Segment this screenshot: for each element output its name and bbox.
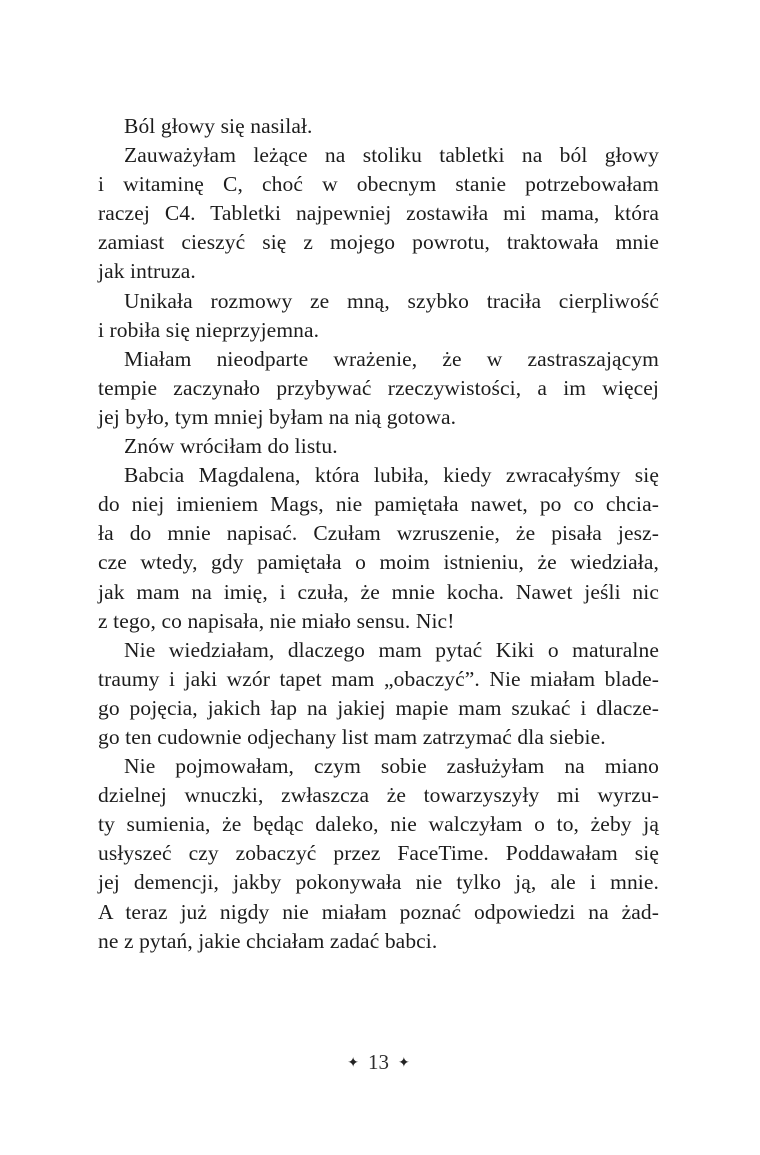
- paragraph: [98, 432, 659, 461]
- paragraph: [98, 112, 659, 141]
- text-line: jej było, tym mniej byłam na nią gotowa.: [98, 404, 457, 429]
- text-line: i witaminę C, choć w obecnym stanie potrzebowałam: [98, 172, 659, 197]
- text-line: raczej C4. Tabletki najpewniej zostawiła mi mama, która: [98, 201, 659, 226]
- text-line: traumy i jaki wzór tapet mam „obaczyć”. Nie miałam blade-: [98, 666, 659, 691]
- text-line: Znów wróciłam do listu.: [124, 434, 338, 459]
- text-line: go pojęcia, jakich łap na jakiej mapie mam szukać i dlacze-: [98, 695, 659, 720]
- paragraph: [98, 345, 659, 432]
- text-line: tempie zaczynało przybywać rzeczywistości, a im więcej: [98, 375, 659, 400]
- text-line: Babcia Magdalena, która lubiła, kiedy zwracałyśmy się: [124, 463, 659, 488]
- text-line: cze wtedy, gdy pamiętała o moim istnieniu, że wiedziała,: [98, 550, 659, 575]
- text-line: jak mam na imię, i czuła, że mnie kocha. Nawet jeśli nic: [98, 579, 659, 604]
- text-line: usłyszeć czy zobaczyć przez FaceTime. Poddawałam się: [98, 841, 659, 866]
- text-line: go ten cudownie odjechany list mam zatrzymać dla siebie.: [98, 724, 606, 749]
- page-footer: [98, 1048, 659, 1078]
- text-line: jak intruza.: [98, 259, 196, 284]
- text-line: dzielnej wnuczki, zwłaszcza że towarzyszyły mi wyrzu-: [98, 783, 659, 808]
- text-line: Unikała rozmowy ze mną, szybko traciła cierpliwość: [124, 288, 659, 313]
- text-line: Miałam nieodparte wrażenie, że w zastraszającym: [124, 346, 659, 371]
- text-line: do niej imieniem Mags, nie pamiętała nawet, po co chcia-: [98, 492, 659, 517]
- text-line: Zauważyłam leżące na stoliku tabletki na ból głowy: [124, 143, 659, 168]
- text-line: ty sumienia, że będąc daleko, nie walczyłam o to, żeby ją: [98, 812, 659, 837]
- paragraph: [98, 461, 659, 636]
- body-text-block: [98, 112, 659, 956]
- page-number: 13: [368, 1050, 389, 1074]
- text-line: Ból głowy się nasilał.: [124, 114, 313, 138]
- text-line: Nie pojmowałam, czym sobie zasłużyłam na miano: [124, 754, 659, 779]
- text-line: A teraz już nigdy nie miałam poznać odpowiedzi na żad-: [98, 899, 659, 924]
- text-line: i robiła się nieprzyjemna.: [98, 317, 320, 342]
- paragraph: [98, 752, 659, 956]
- text-line: z tego, co napisała, nie miało sensu. Nic!: [98, 608, 455, 633]
- paragraph: [98, 287, 659, 345]
- paragraph: [98, 636, 659, 752]
- star-ornament-right-icon: ✦: [398, 1056, 410, 1071]
- text-line: ła do mnie napisać. Czułam wzruszenie, że pisała jesz-: [98, 521, 659, 546]
- text-line: jej demencji, jakby pokonywała nie tylko ją, ale i mnie.: [98, 870, 659, 895]
- paragraph: [98, 141, 659, 286]
- text-line: zamiast cieszyć się z mojego powrotu, traktowała mnie: [98, 230, 659, 255]
- text-line: ne z pytań, jakie chciałam zadać babci.: [98, 928, 438, 953]
- text-line: Nie wiedziałam, dlaczego mam pytać Kiki o maturalne: [124, 637, 659, 662]
- star-ornament-left-icon: ✦: [347, 1056, 359, 1071]
